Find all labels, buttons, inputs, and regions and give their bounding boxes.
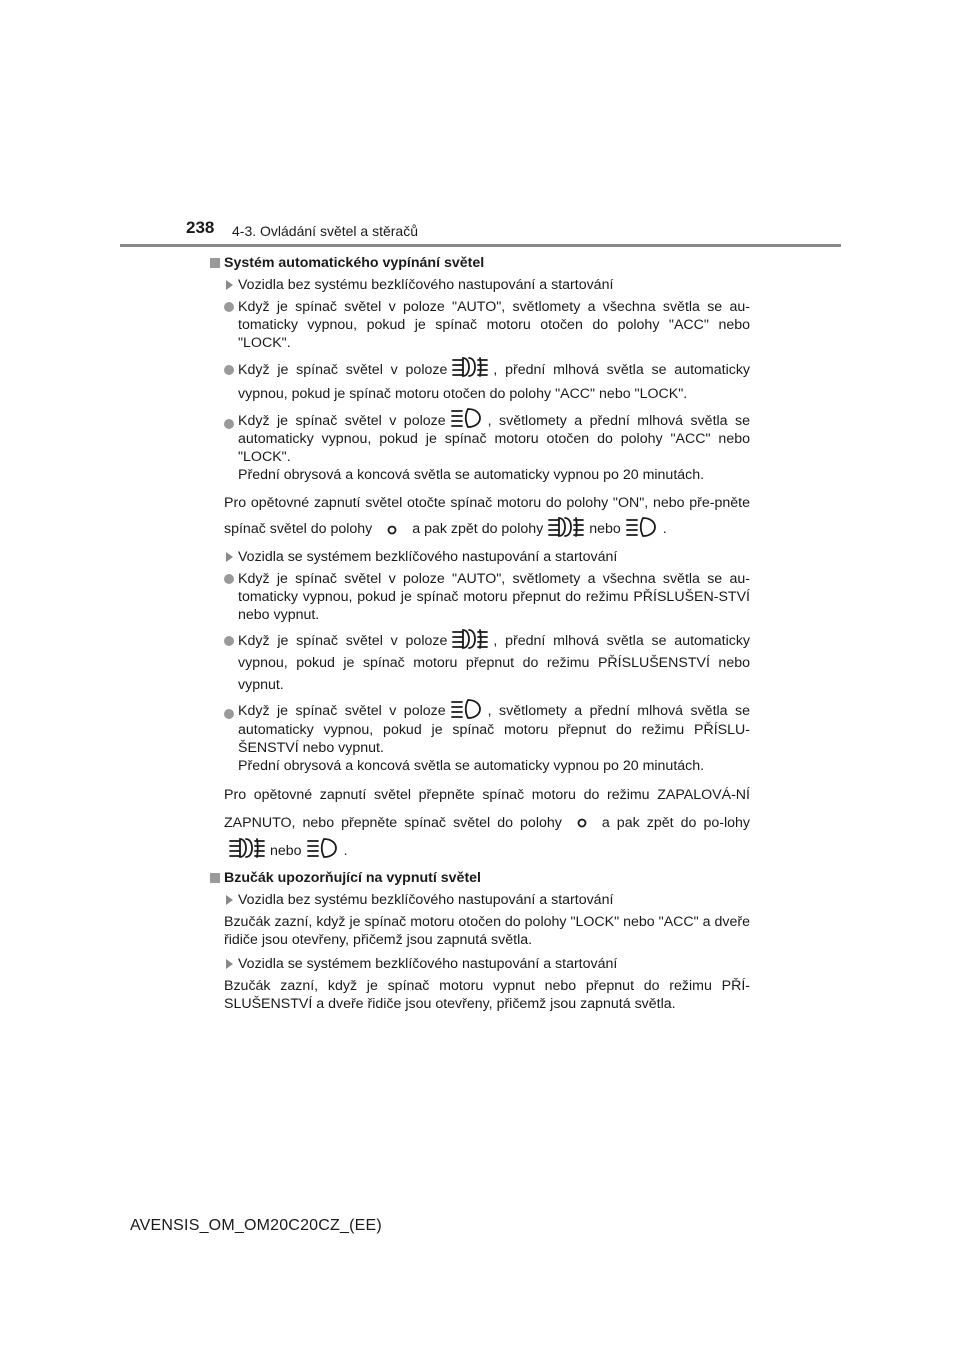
subheading-text: Vozidla bez systému bezklíčového nastupování a startování — [238, 891, 614, 908]
paragraph-text: Pro opětovné zapnutí světel otočte spínač motoru do polohy "ON", nebo pře-pněte spínač světel do polohy — [224, 495, 750, 538]
document-code: AVENSIS_OM_OM20C20CZ_(EE) — [130, 1217, 382, 1234]
triangle-bullet-icon — [226, 895, 233, 905]
paragraph-text: nebo — [270, 842, 302, 859]
subheading-text: Vozidla se systémem bezklíčového nastupování a startování — [238, 955, 618, 972]
bullet-item — [210, 630, 750, 696]
subheading-with-keyless — [210, 548, 750, 566]
subheading-without-keyless — [210, 891, 750, 909]
paragraph-text: . — [343, 842, 348, 859]
subheading-with-keyless — [210, 955, 750, 973]
bullet-note: Přední obrysová a koncová světla se automaticky vypnou po 20 minutách. — [238, 467, 705, 484]
bullet-item — [210, 358, 750, 406]
bullet-text: Když je spínač světel v poloze — [238, 633, 448, 650]
triangle-bullet-icon — [226, 280, 233, 290]
bullet-text: , přední mlhová světla se automaticky vypnou, pokud je spínač motoru přepnut do režimu PŘÍSLUŠENSTVÍ nebo vypnut. — [238, 633, 751, 694]
bullet-text: Když je spínač světel v poloze — [238, 362, 448, 378]
front-fog-light-icon — [228, 836, 266, 860]
triangle-bullet-icon — [226, 959, 233, 969]
bullet-item — [210, 298, 750, 352]
section-heading-buzzer — [210, 869, 750, 887]
header-rule — [120, 244, 841, 247]
chapter-title: 4-3. Ovládání světel a stěračů — [232, 223, 418, 239]
bullet-item — [210, 412, 750, 484]
round-bullet-icon — [224, 574, 234, 584]
bullet-note: Přední obrysová a koncová světla se automaticky vypnou po 20 minutách. — [238, 757, 705, 774]
subheading-text: Vozidla se systémem bezklíčového nastupování a startování — [238, 549, 618, 566]
headlight-icon — [306, 836, 340, 860]
lights-off-icon — [576, 817, 588, 829]
paragraph-text: . — [662, 521, 667, 538]
page-content — [210, 254, 750, 1017]
bullet-item — [210, 702, 750, 774]
paragraph — [210, 781, 750, 865]
page-number: 238 — [186, 218, 215, 237]
triangle-bullet-icon — [226, 552, 233, 562]
bullet-text: , světlomety a přední mlhová světla se automaticky vypnou, pokud je spínač motoru otočen do polohy "ACC" nebo "LOCK". — [238, 413, 750, 466]
subheading-without-keyless — [210, 276, 750, 294]
paragraph-text: a pak zpět do polohy — [412, 521, 544, 538]
bullet-text: Když je spínač světel v poloze "AUTO", světlomety a všechna světla se au-tomaticky vypnou, pokud je spínač motoru otočen do polohy "ACC" nebo "LOCK". — [238, 299, 750, 351]
paragraph: Bzučák zazní, když je spínač motoru vypnut nebo přepnut do režimu PŘÍ-SLUŠENSTVÍ a dveře řidiče jsou otevřeny, přičemž jsou zapnutá světla. — [224, 977, 750, 1012]
bullet-text: Když je spínač světel v poloze — [238, 413, 446, 429]
round-bullet-icon — [224, 302, 234, 312]
section-heading-text: Systém automatického vypínání světel — [224, 255, 485, 271]
paragraph: Bzučák zazní, když je spínač motoru otočen do polohy "LOCK" nebo "ACC" a dveře řidiče jsou otevřeny, přičemž jsou zapnutá světla. — [224, 913, 750, 948]
front-fog-light-icon — [547, 515, 585, 539]
paragraph-text: nebo — [589, 521, 621, 538]
round-bullet-icon — [224, 419, 234, 429]
front-fog-light-icon — [451, 355, 489, 379]
section-heading-auto-off — [210, 254, 750, 272]
headlight-icon — [450, 697, 484, 721]
lights-off-icon — [386, 524, 398, 536]
round-bullet-icon — [224, 365, 234, 375]
square-bullet-icon — [210, 258, 220, 268]
round-bullet-icon — [224, 636, 234, 646]
headlight-icon — [625, 515, 659, 539]
paragraph — [210, 490, 750, 542]
bullet-text: , světlomety a přední mlhová světla se automaticky vypnou, pokud je spínač motoru přepnut do režimu PŘÍSLU-ŠENSTVÍ nebo vypnut. — [238, 703, 750, 756]
bullet-item — [210, 570, 750, 624]
square-bullet-icon — [210, 873, 220, 883]
bullet-text: Když je spínač světel v poloze — [238, 703, 446, 720]
bullet-text: , přední mlhová světla se automaticky vypnou, pokud je spínač motoru otočen do polohy "ACC" nebo "LOCK". — [238, 362, 751, 402]
bullet-text: Když je spínač světel v poloze "AUTO", světlomety a všechna světla se au-tomaticky vypnou, pokud je spínač motoru přepnut do režimu PŘÍSLUŠEN-STVÍ nebo vypnut. — [238, 571, 750, 624]
subheading-text: Vozidla bez systému bezklíčového nastupování a startování — [238, 277, 614, 293]
front-fog-light-icon — [451, 627, 489, 651]
headlight-icon — [450, 406, 484, 430]
section-heading-text: Bzučák upozorňující na vypnutí světel — [224, 869, 482, 886]
round-bullet-icon — [224, 709, 234, 719]
paragraph-text: Pro opětovné zapnutí světel přepněte spínač motoru do režimu ZAPALOVÁ-NÍ ZAPNUTO, nebo přepněte spínač světel do polohy — [224, 786, 750, 831]
paragraph-text: a pak zpět do po-lohy — [601, 814, 750, 831]
